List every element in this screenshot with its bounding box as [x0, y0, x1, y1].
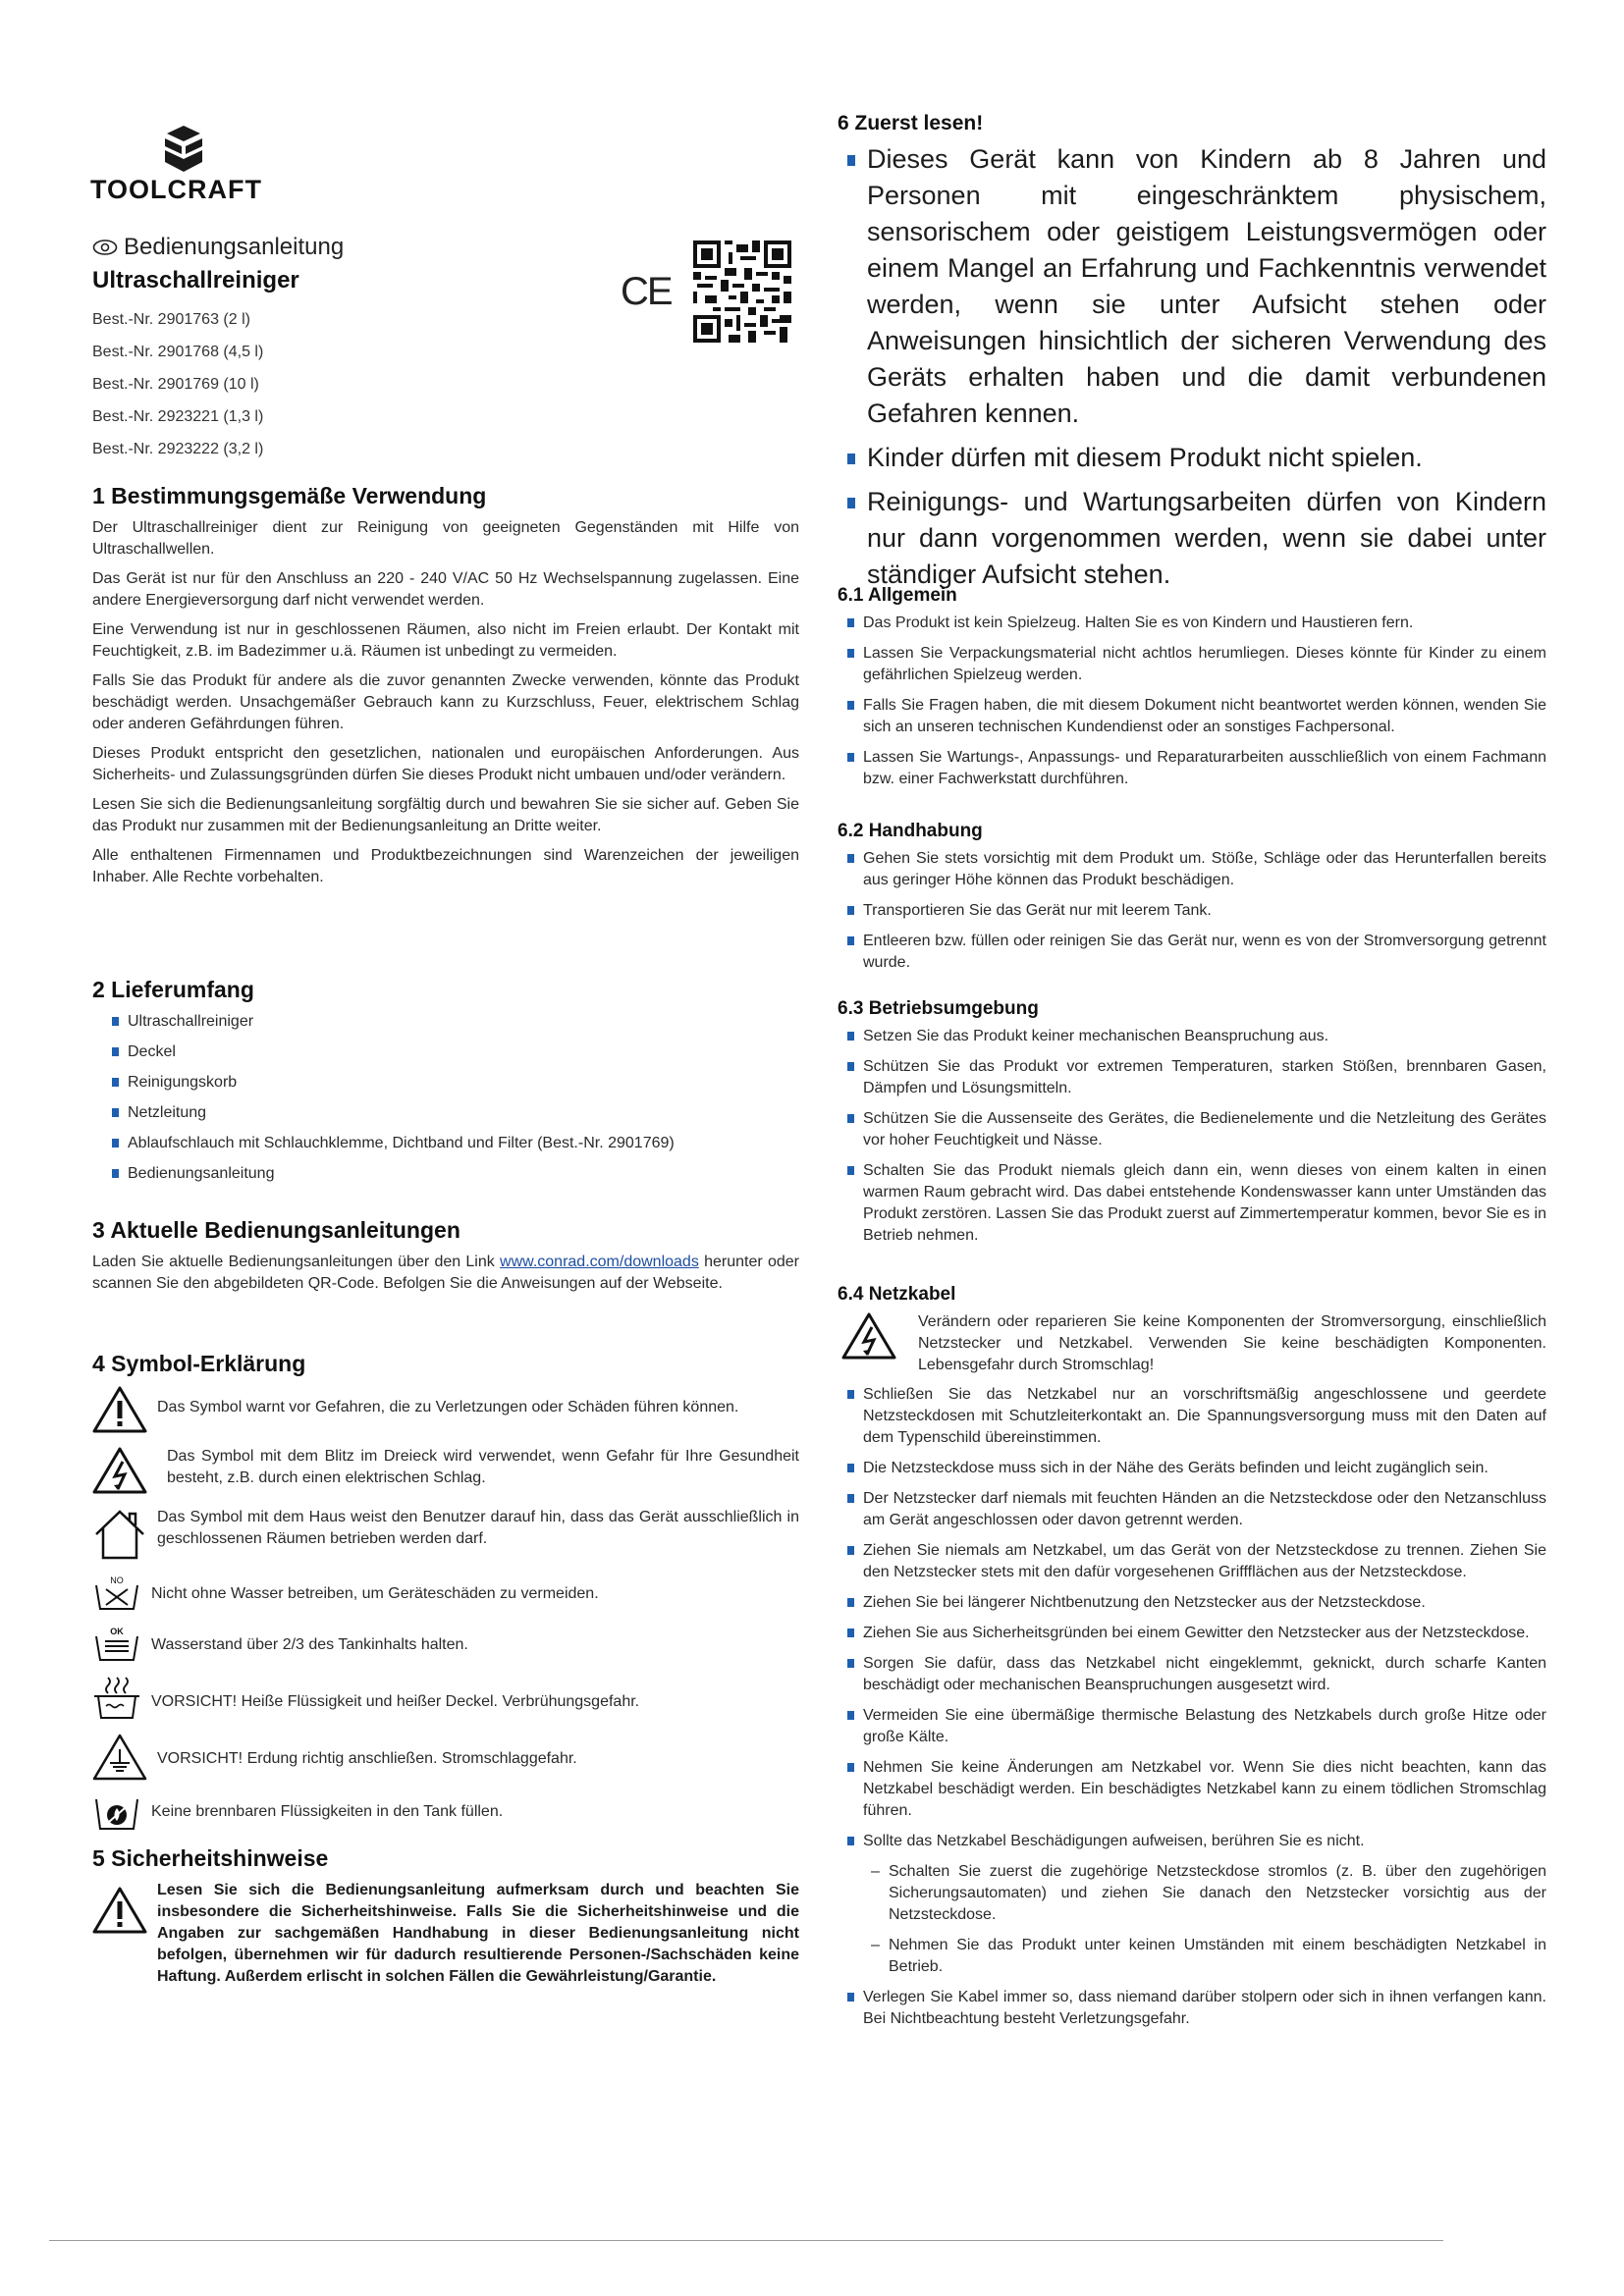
symbol-text: VORSICHT! Erdung richtig anschließen. Stromschlaggefahr.: [157, 1750, 577, 1767]
list-item: Der Netzstecker darf niemals mit feuchten Händen an die Netzsteckdose oder den Netzanschluss am Gerät angeschlossen oder davon getrennt werden.: [838, 1488, 1546, 1531]
downloads-link[interactable]: www.conrad.com/downloads: [500, 1254, 699, 1270]
symbol-text: Nicht ohne Wasser betreiben, um Geräteschäden zu vermeiden.: [151, 1585, 599, 1602]
text-after-link: herunter oder scannen Sie den abgebildeten QR-Code. Befolgen Sie die Anweisungen auf der Webseite.: [92, 1254, 799, 1292]
order-number: Best.-Nr. 2901763 (2 l): [92, 311, 250, 328]
symbol-row: [92, 1733, 799, 1782]
list-item: Schützen Sie die Aussenseite des Gerätes, die Bedienelemente und die Netzleitung des Gerätes vor hoher Feuchtigkeit und Nässe.: [838, 1108, 1546, 1151]
ground-triangle-icon: [92, 1733, 147, 1782]
symbol-row: [92, 1676, 799, 1721]
manual-label-row: [92, 234, 344, 261]
footer-divider: [49, 2240, 1443, 2241]
section-title: 5 Sicherheitshinweise: [92, 1845, 329, 1871]
symbol-text: Das Symbol warnt vor Gefahren, die zu Verletzungen oder Schäden führen können.: [157, 1399, 739, 1415]
hot-liquid-icon: [92, 1676, 141, 1721]
manual-label: Bedienungsanleitung: [124, 234, 345, 260]
section-title: 1 Bestimmungsgemäße Verwendung: [92, 483, 487, 508]
list-item: Transportieren Sie das Gerät nur mit leerem Tank.: [838, 900, 1546, 922]
list-item: Sollte das Netzkabel Beschädigungen aufweisen, berühren Sie es nicht.: [838, 1831, 1546, 1852]
list-item: Bedienungsanleitung: [102, 1163, 799, 1185]
list-item: Verlegen Sie Kabel immer so, dass niemand darüber stolpern oder sich in ihnen verfangen kann. Bei Nichtbeachtung besteht Verletzungsgefahr.: [838, 1987, 1546, 2030]
lightning-triangle-icon: [841, 1311, 896, 1361]
symbol-text: Keine brennbaren Flüssigkeiten in den Tank füllen.: [151, 1803, 504, 1820]
list-item: Schließen Sie das Netzkabel nur an vorschriftsmäßig angeschlossene und geerdete Netzsteckdosen mit Schutzleiterkontakt an. Die Spannungsversorgung muss mit den Daten auf dem Typenschild übereinstimmen.: [838, 1384, 1546, 1449]
symbol-badge-label: NO: [110, 1575, 124, 1585]
list-item: Lassen Sie Verpackungsmaterial nicht achtlos herumliegen. Dieses könnte für Kinder zu einem gefährlichen Spielzeug werden.: [838, 643, 1546, 686]
symbol-text: Das Symbol mit dem Blitz im Dreieck wird verwendet, wenn Gefahr für Ihre Gesundheit besteht, z.B. durch einen elektrischen Schlag.: [167, 1448, 799, 1486]
order-number-list: [92, 303, 263, 465]
paragraph: Das Gerät ist nur für den Anschluss an 220 - 240 V/AC 50 Hz Wechselspannung zugelassen. Eine andere Energieversorgung darf nicht verwendet werden.: [92, 570, 799, 609]
brand-name: TOOLCRAFT: [90, 175, 262, 204]
symbol-row: [92, 1793, 799, 1833]
section-title: 2 Lieferumfang: [92, 977, 254, 1002]
list-item: Schützen Sie das Produkt vor extremen Temperaturen, starken Stößen, brennbaren Gasen, Dämpfen und Lösungsmitteln.: [838, 1056, 1546, 1099]
list-item: Ziehen Sie aus Sicherheitsgründen bei einem Gewitter den Netzstecker aus der Netzsteckdose.: [838, 1623, 1546, 1644]
order-number: Best.-Nr. 2923222 (3,2 l): [92, 441, 264, 457]
eye-icon: [92, 239, 118, 256]
qr-code: [693, 240, 791, 344]
section-title: 6 Zuerst lesen!: [838, 112, 984, 134]
list-item: Reinigungskorb: [102, 1072, 799, 1094]
list-item: Schalten Sie das Produkt niemals gleich dann ein, wenn dieses von einem kalten in einen warmen Raum gebracht wird. Das dabei entstehende Kondenswasser kann unter Umständen das Produkt zerstören. Lassen Sie das Produkt zuerst auf Zimmertemperatur kommen, bevor Sie es in Betrieb nehmen.: [838, 1160, 1546, 1247]
list-item: Die Netzsteckdose muss sich in der Nähe des Geräts befinden und leicht zugänglich sein.: [838, 1458, 1546, 1479]
order-number: Best.-Nr. 2901768 (4,5 l): [92, 344, 264, 360]
list-item: Vermeiden Sie eine übermäßige thermische Belastung des Netzkabels durch große Hitze oder große Kälte.: [838, 1705, 1546, 1748]
list-item: Ziehen Sie bei längerer Nichtbenutzung den Netzstecker aus der Netzsteckdose.: [838, 1592, 1546, 1614]
section-power-cable: [838, 1284, 1546, 2039]
section-handling: [838, 821, 1546, 983]
list-item: Setzen Sie das Produkt keiner mechanischen Beanspruchung aus.: [838, 1026, 1546, 1047]
product-name: Ultraschallreiniger: [92, 267, 299, 294]
symbol-row: [92, 1507, 799, 1562]
section-general: [838, 585, 1546, 799]
list-item: Ziehen Sie niemals am Netzkabel, um das Gerät von der Netzsteckdose zu trennen. Ziehen Sie den Netzstecker stets mit den dafür vorgesehenen Griffflächen aus der Netzsteckdose.: [838, 1540, 1546, 1583]
section-current-manuals: [92, 1217, 799, 1303]
list-item: Reinigungs- und Wartungsarbeiten dürfen von Kindern nur dann vorgenommen werden, wenn sie dabei unter ständiger Aufsicht stehen.: [838, 484, 1546, 593]
paragraph: Lesen Sie sich die Bedienungsanleitung sorgfältig durch und bewahren Sie sie sicher auf. Geben Sie das Produkt nur zusammen mit der Bedienungsanleitung an Dritte weiter.: [92, 796, 799, 834]
list-item: Sorgen Sie dafür, dass das Netzkabel nicht eingeklemmt, geknickt, durch scharfe Kanten beschädigt oder mechanischen Beanspruchungen ausgesetzt wird.: [838, 1653, 1546, 1696]
symbol-row: [92, 1574, 799, 1613]
safety-warning-text: Lesen Sie sich die Bedienungsanleitung aufmerksam durch und beachten Sie insbesondere die Sicherheitshinweise. Falls Sie die Sicherheitshinweise und die Angaben zur sachgemäßen Handhabung in dieser Bedienungsanleitung nicht befolgen, übernehmen wir für dadurch resultierende Personen-/Sachschäden keine Haftung. Außerdem erlischt in solchen Fällen die Gewährleistung/Garantie.: [157, 1882, 799, 1985]
list-item: Ablaufschlauch mit Schlauchklemme, Dichtband und Filter (Best.-Nr. 2901769): [102, 1133, 799, 1154]
symbol-text: Das Symbol mit dem Haus weist den Benutzer darauf hin, dass das Gerät ausschließlich in geschlossenen Räumen betrieben werden darf.: [157, 1509, 799, 1547]
list-item: Das Produkt ist kein Spielzeug. Halten Sie es von Kindern und Haustieren fern.: [838, 613, 1546, 634]
section-title: 4 Symbol-Erklärung: [92, 1351, 306, 1376]
symbol-text: VORSICHT! Heiße Flüssigkeit und heißer Deckel. Verbrühungsgefahr.: [151, 1693, 640, 1710]
section-title: 6.1 Allgemein: [838, 585, 957, 606]
water-level-ok-icon: [92, 1625, 141, 1664]
list-item: Kinder dürfen mit diesem Produkt nicht spielen.: [838, 440, 1546, 476]
symbol-badge-label: OK: [110, 1627, 124, 1636]
list-item: Lassen Sie Wartungs-, Anpassungs- und Reparaturarbeiten ausschließlich von einem Fachmann bzw. einer Fachwerkstatt durchführen.: [838, 747, 1546, 790]
symbol-row: [92, 1446, 799, 1495]
list-item: Dieses Gerät kann von Kindern ab 8 Jahren und Personen mit eingeschränktem physischem, sensorischem oder geistigem Leistungsvermögen oder einem Mangel an Erfahrung und Fachkenntnis verwendet werden, wenn sie unter Aufsicht stehen oder Anweisungen hinsichtlich der sicheren Verwendung des Geräts erhalten haben und die damit verbundenen Gefahren kennen.: [838, 141, 1546, 432]
section-title: 6.4 Netzkabel: [838, 1284, 956, 1305]
paragraph: [92, 1252, 799, 1295]
paragraph: Der Ultraschallreiniger dient zur Reinigung von geeigneten Gegenständen mit Hilfe von Ultraschallwellen.: [92, 519, 799, 558]
text-before-link: Laden Sie aktuelle Bedienungsanleitungen über den Link: [92, 1254, 501, 1270]
section-title: 6.2 Handhabung: [838, 821, 983, 841]
list-item: Ultraschallreiniger: [102, 1011, 799, 1033]
ce-mark: CE: [621, 270, 672, 313]
list-item: Netzleitung: [102, 1102, 799, 1124]
section-title: 6.3 Betriebsumgebung: [838, 998, 1039, 1019]
section-symbol-explanation: [92, 1351, 799, 1844]
symbol-row: [92, 1625, 799, 1664]
symbol-text: Wasserstand über 2/3 des Tankinhalts halten.: [151, 1636, 468, 1653]
warning-text: Verändern oder reparieren Sie keine Komponenten der Stromversorgung, einschließlich Netzstecker und Netzkabel. Verwenden Sie keine beschädigten Komponenten. Lebensgefahr durch Stromschlag!: [918, 1313, 1546, 1373]
section-read-first: [838, 112, 1546, 601]
order-number: Best.-Nr. 2901769 (10 l): [92, 376, 259, 393]
paragraph: Dieses Produkt entspricht den gesetzlichen, nationalen und europäischen Anforderungen. Aus Sicherheits- und Zulassungsgründen dürfen Sie dieses Produkt nicht umbauen und/oder verändern.: [92, 745, 799, 783]
symbol-row: [92, 1385, 799, 1434]
list-item: Gehen Sie stets vorsichtig mit dem Produkt um. Stöße, Schläge oder das Herunterfallen bereits aus geringer Höhe können das Produkt beschädigen.: [838, 848, 1546, 891]
list-item: Deckel: [102, 1041, 799, 1063]
list-item: Entleeren bzw. füllen oder reinigen Sie das Gerät nur, wenn es von der Stromversorgung getrennt wurde.: [838, 931, 1546, 974]
warning-triangle-icon: [92, 1385, 147, 1434]
paragraph: Alle enthaltenen Firmennamen und Produktbezeichnungen sind Warenzeichen der jeweiligen Inhaber. Alle Rechte vorbehalten.: [92, 847, 799, 885]
section-delivery-content: [92, 977, 799, 1194]
list-item: Nehmen Sie keine Änderungen am Netzkabel vor. Wenn Sie dies nicht beachten, kann das Netzkabel beschädigt werden. Ein beschädigtes Netzkabel kann zu einem tödlichen Stromschlag führen.: [838, 1757, 1546, 1822]
sub-list-item: – Nehmen Sie das Produkt unter keinen Umständen mit einem beschädigten Netzkabel in Betrieb.: [838, 1935, 1546, 1978]
section-safety-notes: [92, 1845, 799, 2000]
safety-warning-block: [92, 1880, 799, 1988]
section-operating-environment: [838, 998, 1546, 1255]
paragraph: Falls Sie das Produkt für andere als die zuvor genannten Zwecke verwenden, könnte das Produkt beschädigt werden. Unsachgemäßer Gebrauch kann zu Kurzschluss, Feuer, elektrischem Schlag oder anderen Gefährdungen führen.: [92, 672, 799, 732]
section-intended-use: [92, 483, 799, 896]
section-title: 3 Aktuelle Bedienungsanleitungen: [92, 1217, 460, 1243]
warning-triangle-icon: [92, 1886, 147, 1935]
no-flammable-icon: [92, 1793, 141, 1833]
lightning-triangle-icon: [92, 1446, 147, 1495]
sub-list-item: – Schalten Sie zuerst die zugehörige Netzsteckdose stromlos (z. B. über den zugehörigen Sicherungsautomaten) und ziehen Sie danach den Netzstecker vorsichtig aus der Netzsteckdose.: [838, 1861, 1546, 1926]
house-icon: [92, 1507, 147, 1562]
power-cable-warning: [838, 1311, 1546, 1376]
no-water-tank-icon: [92, 1574, 141, 1613]
list-item: Falls Sie Fragen haben, die mit diesem Dokument nicht beantwortet werden können, wenden Sie sich an unseren technischen Kundendienst oder an sonstiges Fachpersonal.: [838, 695, 1546, 738]
paragraph: Eine Verwendung ist nur in geschlossenen Räumen, also nicht im Freien erlaubt. Der Kontakt mit Feuchtigkeit, z.B. im Badezimmer u.ä. Räumen ist unbedingt zu vermeiden.: [92, 621, 799, 660]
order-number: Best.-Nr. 2923221 (1,3 l): [92, 408, 264, 425]
